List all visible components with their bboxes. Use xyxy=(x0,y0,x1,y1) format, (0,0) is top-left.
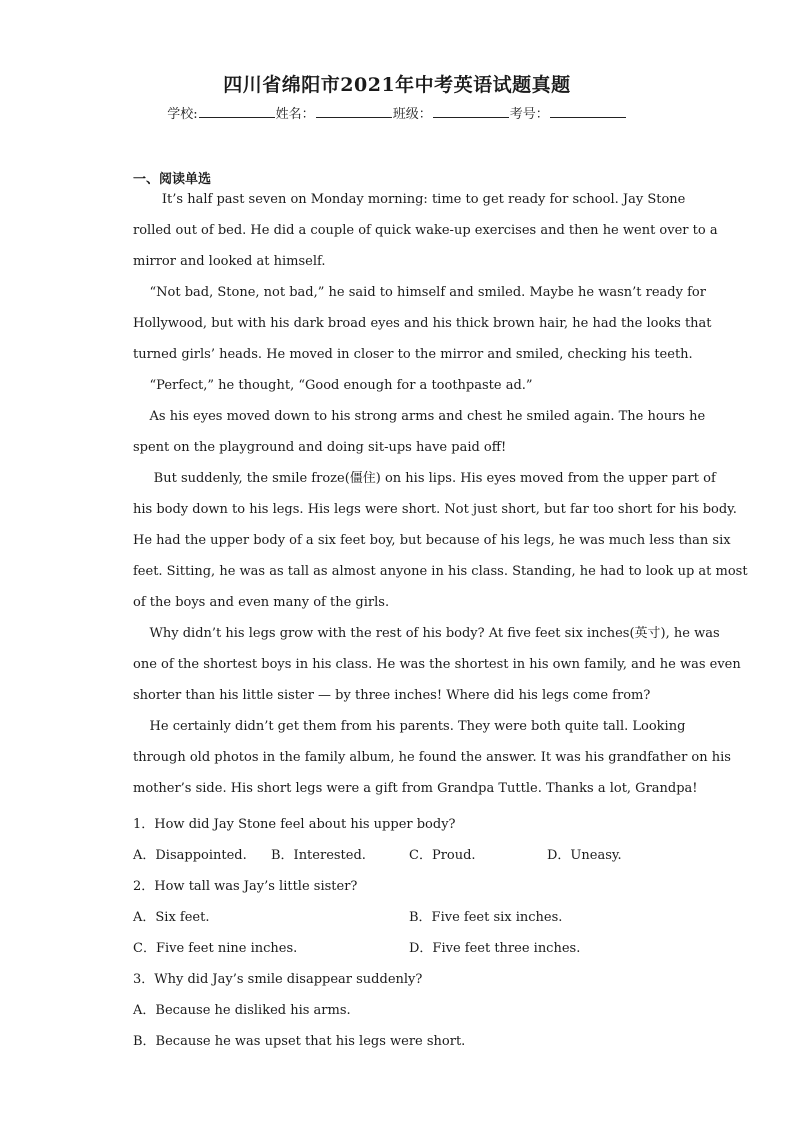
school-label: 学校: xyxy=(167,107,198,122)
reading-passage xyxy=(133,192,748,812)
passage-line: Hollywood, but with his dark broad eyes and his thick brown hair, he had the looks that xyxy=(133,316,712,331)
passage-line: “Perfect,” he thought, “Good enough for a toothpaste ad.” xyxy=(133,378,533,393)
passage-line: Why didn’t his legs grow with the rest of his body? At five feet six inches(英寸), he was xyxy=(133,626,720,641)
passage-line: his body down to his legs. His legs were short. Not just short, but far too short for his body. xyxy=(133,502,737,517)
question-options-row xyxy=(133,848,663,879)
exam-number-label: 考号： xyxy=(509,107,549,122)
class-blank xyxy=(433,104,509,118)
passage-line: rolled out of bed. He did a couple of quick wake-up exercises and then he went over to a xyxy=(133,223,718,238)
option-c[interactable]: C．Five feet nine inches. xyxy=(133,941,298,956)
question-stem: 3．Why did Jay’s smile disappear suddenly? xyxy=(133,972,423,987)
option-b[interactable]: B．Five feet six inches. xyxy=(409,910,563,925)
passage-line: As his eyes moved down to his strong arms and chest he smiled again. The hours he xyxy=(133,409,706,424)
name-blank xyxy=(316,104,392,118)
question-options-row xyxy=(133,910,663,941)
passage-line: But suddenly, the smile froze(僵住) on his lips. His eyes moved from the upper part of xyxy=(133,471,716,486)
passage-line: It’s half past seven on Monday morning: time to get ready for school. Jay Stone xyxy=(133,192,686,207)
passage-line: mirror and looked at himself. xyxy=(133,254,326,269)
option-b[interactable]: B．Interested. xyxy=(271,848,366,863)
passage-line: He certainly didn’t get them from his parents. They were both quite tall. Looking xyxy=(133,719,686,734)
question-stem: 1．How did Jay Stone feel about his upper body? xyxy=(133,817,456,832)
passage-line: shorter than his little sister — by three inches! Where did his legs come from? xyxy=(133,688,651,703)
option-d[interactable]: D．Five feet three inches. xyxy=(409,941,581,956)
student-info-row xyxy=(0,103,794,122)
section-heading: 一、阅读单选 xyxy=(133,172,212,187)
option-c[interactable]: C．Proud. xyxy=(409,848,476,863)
option-a[interactable]: A．Disappointed. xyxy=(133,848,247,863)
option-a[interactable]: A．Because he disliked his arms. xyxy=(133,1003,351,1018)
name-label: 姓名： xyxy=(275,107,315,122)
passage-line: through old photos in the family album, he found the answer. It was his grandfather on his xyxy=(133,750,731,765)
option-d[interactable]: D．Uneasy. xyxy=(547,848,622,863)
question-options-row xyxy=(133,941,663,972)
passage-line: “Not bad, Stone, not bad,” he said to himself and smiled. Maybe he wasn’t ready for xyxy=(133,285,706,300)
passage-line: one of the shortest boys in his class. He was the shortest in his own family, and he was even xyxy=(133,657,741,672)
school-blank xyxy=(199,104,275,118)
exam-number-blank xyxy=(550,104,626,118)
option-a[interactable]: A．Six feet. xyxy=(133,910,210,925)
option-b[interactable]: B．Because he was upset that his legs were short. xyxy=(133,1034,466,1049)
passage-line: feet. Sitting, he was as tall as almost anyone in his class. Standing, he had to look up at most xyxy=(133,564,748,579)
passage-line: of the boys and even many of the girls. xyxy=(133,595,390,610)
passage-line: mother’s side. His short legs were a gift from Grandpa Tuttle. Thanks a lot, Grandpa! xyxy=(133,781,698,796)
passage-line: spent on the playground and doing sit-ups have paid off! xyxy=(133,440,507,455)
page-title: 四川省绵阳市2021年中考英语试题真题 xyxy=(223,74,571,96)
class-label: 班级： xyxy=(392,107,432,122)
passage-line: He had the upper body of a six feet boy, but because of his legs, he was much less than six xyxy=(133,533,731,548)
passage-line: turned girls’ heads. He moved in closer to the mirror and smiled, checking his teeth. xyxy=(133,347,693,362)
questions xyxy=(133,817,663,1065)
question-stem: 2．How tall was Jay’s little sister? xyxy=(133,879,358,894)
